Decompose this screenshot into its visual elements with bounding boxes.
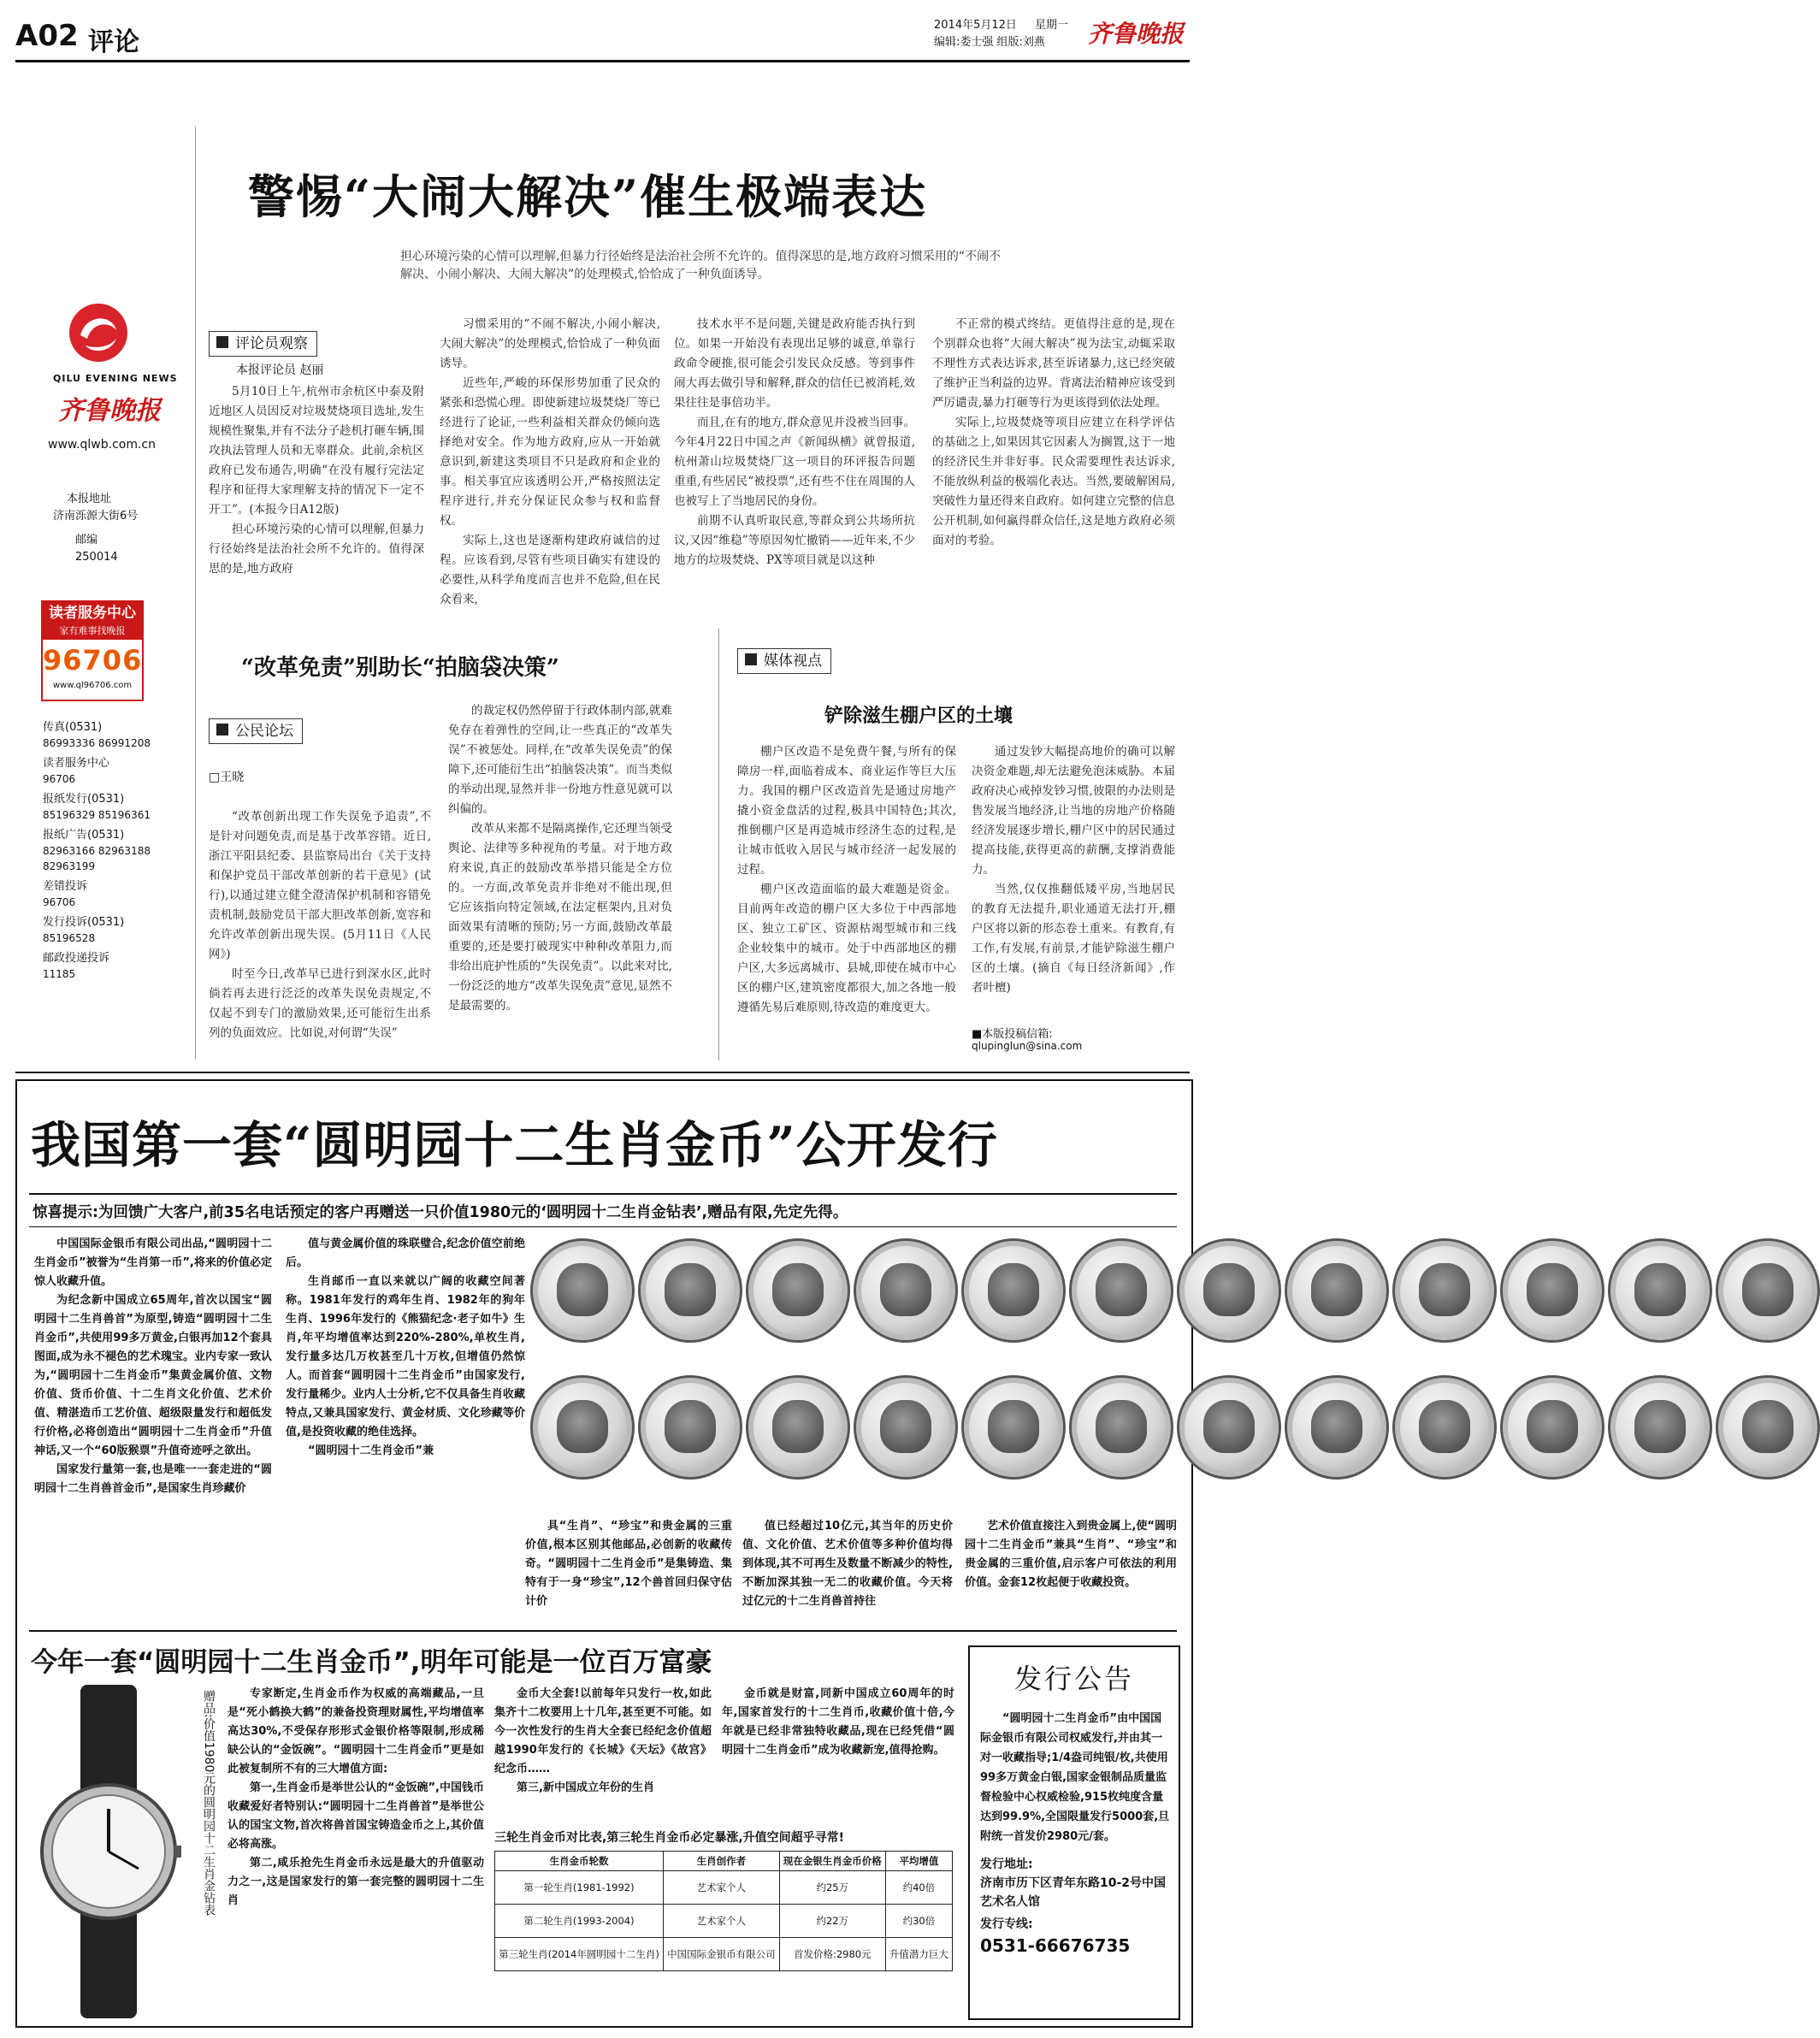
- contact-list: [43, 715, 162, 982]
- zodiac-coin-image: [1608, 1375, 1712, 1480]
- notice-phone-label: 发行专线:: [980, 1917, 1033, 1931]
- table-cell: 约22万: [779, 1905, 885, 1938]
- zodiac-head-icon: [772, 1263, 824, 1316]
- table-header-cell: 平均增值: [885, 1852, 952, 1871]
- ad-body-col2: [494, 1685, 712, 1817]
- ad-headline-rule: [29, 1193, 1177, 1195]
- article1-paragraph: 前期不认真听取民意,等群众到公共场所抗议,又因“维稳”等原因匆忙撤销——近年来,不少地方的垃圾焚烧、PX等项目就是以这种: [674, 514, 915, 567]
- zodiac-head-icon: [1311, 1263, 1362, 1316]
- service-site[interactable]: www.ql96706.com: [52, 681, 133, 690]
- table-row: [495, 1938, 953, 1971]
- zodiac-head-icon: [1634, 1263, 1686, 1316]
- zodiac-head-icon: [665, 1400, 716, 1453]
- article1-paragraph: 实际上,垃圾焚烧等项目应建立在科学评估的基础之上,如果因其它因素人为搁置,这于一地的经济民生并非好事。民众需要理性表达诉求,不能放纵利益的极端化表达。当然,要破解困局,突破性力量还得来自政府。如何建立完整的信息公开机制,如何赢得群众信任,这是地方政府必须面对的考验。: [932, 416, 1175, 547]
- article2-col2: [448, 701, 672, 1064]
- article2-headline: “改革免责”别助长“拍脑袋决策”: [241, 655, 559, 681]
- zodiac-coin-image: [746, 1238, 850, 1343]
- ad-body-col1: [228, 1685, 484, 2018]
- contact-label: 传真(0531): [43, 721, 103, 734]
- submission-note: ■本版投稿信箱:: [972, 1028, 1053, 1041]
- zodiac-head-icon: [988, 1263, 1039, 1316]
- submission-email[interactable]: qlupinglun@sina.com: [972, 1040, 1083, 1052]
- ad-paragraph: “圆明园十二生肖金币”兼: [308, 1444, 434, 1457]
- ad-mid-rule: [29, 1630, 1177, 1632]
- ad-paragraph: 艺术价值直接注入到贵金属上,使“圆明园十二生肖金币”兼具“生肖”、“珍宝”和贵金属的三重价值,启示客户可依法的利用价值。金套12枚起便于收藏投资。: [965, 1520, 1177, 1589]
- zodiac-head-icon: [880, 1400, 931, 1453]
- watch-image: [36, 1685, 181, 2018]
- ad-body-paragraph: 第一,生肖金币是举世公认的“金饭碗”,中国钱币收藏爱好者特别认:“圆明园十二生肖兽首”是举世公认的国宝文物,首次将兽首国宝铸造金币之上,其价值必将高涨。: [228, 1781, 484, 1851]
- table-cell: 首发价格:2980元: [779, 1938, 885, 1971]
- zodiac-head-icon: [1096, 1263, 1147, 1316]
- article3-divider: [718, 629, 719, 1060]
- zodiac-head-icon: [1419, 1263, 1470, 1316]
- ad-paragraph: 值已经超过10亿元,其当年的历史价值、文化价值、艺术价值等多种价值均得到体现,其不可再生及数量不断减少的特性,不断加深其独一无二的收藏价值。今天将过亿元的十二生肖兽首持往: [742, 1520, 953, 1608]
- notice-address-label: 发行地址:: [980, 1858, 1033, 1871]
- article1-paragraph: 5月10日上午,杭州市余杭区中泰及附近地区人员因反对垃圾焚烧项目选址,发生规模性聚集,并有不法分子趁机打砸车辆,围攻执法管理人员和无辜群众。此前,余杭区政府已发布通告,明确“在没有履行完法定程序和征得大家理解支持的情况下一定不开工”。(本报今日A12版): [209, 385, 424, 517]
- article3-col1: [737, 742, 956, 1030]
- zodiac-head-icon: [1634, 1400, 1686, 1453]
- ad-body-paragraph: 金币大全套!以前每年只发行一枚,如此集齐十二枚要用上十几年,甚至更不可能。如今一次性发行的生肖大全套已经纪念价值超越1990年发行的《长城》《天坛》《故宫》纪念币……: [494, 1687, 712, 1775]
- zodiac-head-icon: [1527, 1263, 1578, 1316]
- article3-column-tag: 媒体视点: [737, 648, 831, 674]
- zodiac-coin-image: [746, 1375, 850, 1480]
- ad-body-col3: [722, 1685, 954, 1817]
- article1-paragraph: 近些年,严峻的环保形势加重了民众的紧张和恐慌心理。即使新建垃圾焚烧厂等已经进行了论证,一些利益相关群众仍倾向选择绝对安全。作为地方政府,应从一开始就意识到,新建这类项目不只是政府和企业的事。相关事宜应该透明公开,严格按照法定程序进行,并充分保证民众参与权和监督权。: [440, 376, 660, 528]
- article2-paragraph: 改革从来都不是隔离操作,它还理当领受舆论、法律等多种视角的考量。对于地方政府来说,真正的鼓励改革举措只能是全方位的。一方面,改革免责并非绝对不能出现,但它应该指向特定领域,在法定框架内,且对负面效果有清晰的预防;另一方面,鼓励改革最重要的,还是要打破现实中种种改革阻力,而非给出庇护性质的“失误免责”。以此来对比,一份泛泛的地方“改革失误免责”意见,显然不是最需要的。: [448, 822, 672, 1013]
- address: 济南泺源大街6号: [53, 510, 139, 523]
- coin-grid: [527, 1232, 1177, 1514]
- zodiac-head-icon: [1419, 1400, 1470, 1453]
- contact-value: 11185: [43, 968, 76, 980]
- zodiac-coin-image: [854, 1375, 958, 1480]
- logo-english: QILU EVENING NEWS: [53, 373, 178, 384]
- ad-col1: [34, 1235, 272, 1565]
- postcode-label: 邮编: [75, 534, 98, 546]
- article1-summary: 担心环境污染的心情可以理解,但暴力行径始终是法治社会所不允许的。值得深思的是,地方政府习惯采用的“不闹不解决、小闹小解决、大闹大解决”的处理模式,恰恰成了一种负面诱导。: [400, 250, 1002, 281]
- zodiac-coin-image: [1608, 1238, 1712, 1343]
- table-cell: 第三轮生肖(2014年圆明园十二生肖): [495, 1938, 664, 1971]
- comparison-table-title: 三轮生肖金币对比表,第三轮生肖金币必定暴涨,升值空间超乎寻常!: [494, 1831, 845, 1845]
- table-cell: 约30倍: [885, 1905, 952, 1938]
- contact-value: 96706: [43, 896, 76, 908]
- contact-value: 86993336 86991208: [43, 737, 151, 749]
- table-cell: 第一轮生肖(1981-1992): [495, 1871, 664, 1905]
- zodiac-coin-image: [638, 1238, 742, 1343]
- table-cell: 第二轮生肖(1993-2004): [495, 1905, 664, 1938]
- contact-value: 82963166 82963188 82963199: [43, 845, 151, 872]
- service-title: 读者服务中心: [43, 602, 142, 624]
- editors: 编辑:娄士强 组版:刘燕: [934, 36, 1045, 49]
- logo-swirl-icon: [67, 301, 130, 364]
- zodiac-head-icon: [1096, 1400, 1147, 1453]
- postcode: 250014: [75, 551, 118, 564]
- zodiac-head-icon: [665, 1263, 716, 1316]
- article1-col4: [932, 315, 1175, 594]
- ad-paragraph: 具“生肖”、“珍宝”和贵金属的三重价值,根本区别其他邮品,必创新的收藏传奇。“圆明园十二生肖金币”是集铸造、集特有于一身“珍宝”,12个兽首回归保守估计价: [525, 1520, 732, 1608]
- article1-paragraph: 而且,在有的地方,群众意见并没被当回事。今年4月22日中国之声《新闻纵横》就曾报道,杭州萧山垃圾焚烧厂这一项目的环评报告问题重重,有些居民“被投票”,还有些不住在周围的人也被写上了当地居民的身份。: [674, 416, 915, 508]
- address-label: 本报地址: [67, 493, 112, 505]
- article1-paragraph: 技术水平不是问题,关键是政府能否执行到位。如果一开始没有表现出足够的诚意,单靠行政命令硬推,很可能会引发民众反感。等到事件闹大再去做引导和解释,群众的信任已被消耗,效果往往是事倍功半。: [674, 317, 915, 410]
- issue-weekday: 星期一: [1035, 19, 1069, 32]
- gift-caption: 赠品:价值1980元的圆明园十二生肖金钻表: [202, 1690, 216, 1917]
- article1-column-tag: 评论员观察: [209, 331, 317, 357]
- zodiac-head-icon: [772, 1400, 824, 1453]
- article3-paragraph: 当然,仅仅推翻低矮平房,当地居民的教育无法提升,职业通道无法打开,棚户区将以新的形态卷土重来。有教育,有工作,有发展,有前景,才能铲除滋生棚户区的土壤。(摘自《每日经济新闻》,作者叶檀): [972, 883, 1175, 995]
- ad-paragraph: 中国国际金银币有限公司出品,“圆明园十二生肖金币”被誉为“生肖第一币”,将来的价值必定惊人收藏升值。: [34, 1238, 272, 1288]
- article3-headline: 铲除滋生棚户区的土壤: [824, 706, 1013, 727]
- table-cell: 艺术家个人: [664, 1905, 780, 1938]
- article1-col2: [440, 315, 660, 606]
- zodiac-coin-image: [1392, 1375, 1497, 1480]
- table-header-cell: 生肖创作者: [664, 1852, 780, 1871]
- ad-body-paragraph: 金币就是财富,同新中国成立60周年的时年,国家首发行的十二生肖币,收藏价值十倍,今年就是已经非常独特收藏品,现在已经凭借“圆明园十二生肖金币”成为收藏新宠,值得抢购。: [722, 1687, 954, 1757]
- zodiac-coin-image: [961, 1238, 1066, 1343]
- zodiac-coin-image: [530, 1375, 635, 1480]
- paper-masthead: 齐鲁晚报: [1088, 20, 1185, 48]
- zodiac-head-icon: [1203, 1263, 1255, 1316]
- zodiac-coin-image: [1500, 1238, 1604, 1343]
- contact-label: 差错投诉: [43, 880, 88, 893]
- section-rule: [15, 1072, 1190, 1073]
- contact-value: 85196329 85196361: [43, 809, 151, 821]
- article2-byline: □王晓: [209, 771, 245, 784]
- notice-address: 济南市历下区青年东路10-2号中国艺术名人馆: [980, 1876, 1167, 1909]
- zodiac-coin-image: [961, 1375, 1066, 1480]
- ad-notice-rule: [29, 1226, 1177, 1227]
- paper-logo: [67, 301, 130, 364]
- table-row: [495, 1905, 953, 1938]
- zodiac-coin-image: [1500, 1375, 1604, 1480]
- table-cell: 中国国际金银币有限公司: [664, 1938, 780, 1971]
- notice-box: [968, 1645, 1180, 2020]
- zodiac-coin-image: [638, 1375, 742, 1480]
- zodiac-coin-image: [1285, 1375, 1389, 1480]
- ad-lower-col1: [525, 1517, 732, 1623]
- zodiac-head-icon: [880, 1263, 931, 1316]
- ad-body-paragraph: 第三,新中国成立年份的生肖: [517, 1781, 654, 1794]
- article1-paragraph: 习惯采用的“不闹不解决,小闹小解决,大闹大解决”的处理模式,恰恰成了一种负面诱导。: [440, 317, 660, 370]
- ad-paragraph: 生肖邮币一直以来就以广阔的收藏空间著称。1981年发行的鸡年生肖、1982年的狗年生肖、1996年发行的《熊猫纪念·老子如牛》生肖,年平均增值率达到220%-280%,单枚生肖,发行量多达几万枚甚至几十万枚,但增值仍然惊人。而首套“圆明园十二生肖金币”由国家发行,发行量稀少。业内人士分析,它不仅具备生肖收藏特点,又兼具国家发行、黄金材质、文化珍藏等价值,是投资收藏的绝佳选择。: [286, 1275, 525, 1438]
- ad-headline: 我国第一套“圆明园十二生肖金币”公开发行: [31, 1116, 998, 1174]
- article3-col2: [972, 742, 1175, 1025]
- table-row: [495, 1871, 953, 1905]
- contact-label: 报纸广告(0531): [43, 829, 125, 842]
- article1-byline: 本报评论员 赵丽: [236, 363, 324, 377]
- logo-chinese: 齐鲁晚报: [58, 396, 161, 426]
- article1-paragraph: 实际上,这也是逐渐构建政府诚信的过程。应该看到,尽管有些项目确实有建设的必要性,从科学角度而言也并不危险,但在民众看来,: [440, 534, 660, 606]
- zodiac-head-icon: [557, 1400, 608, 1453]
- article2-paragraph: 时至今日,改革早已进行到深水区,此时倘若再去进行泛泛的改革失误免责规定,不仅起不到专门的激励效果,还可能衍生出系列的负面效应。比如说,对何谓“失误”: [209, 967, 431, 1040]
- sidebar-divider: [195, 127, 196, 1059]
- zodiac-coin-image: [1177, 1375, 1281, 1480]
- zodiac-coin-image: [1069, 1375, 1173, 1480]
- contact-label: 发行投诉(0531): [43, 916, 125, 929]
- contact-label: 报纸发行(0531): [43, 793, 125, 806]
- ad-lower-col3: [965, 1517, 1177, 1623]
- zodiac-head-icon: [1311, 1400, 1362, 1453]
- article2-column-tag: 公民论坛: [209, 718, 303, 744]
- zodiac-coin-image: [1069, 1238, 1173, 1343]
- article3-paragraph: 棚户区改造不是免费午餐,与所有的保障房一样,面临着成本、商业运作等巨大压力。我国的棚户区改造首先是通过房地产撬小资金盘活的过程,极具中国特色;其次,推倒棚户区是再造城市经济生态的过程,是让城市低收入居民与城市经济一起发展的过程。: [737, 745, 956, 877]
- article2-paragraph: “改革创新出现工作失误免予追责”,不是针对问题免责,而是基于改革容错。近日,浙江平阳县纪委、县监察局出台《关于支持和保护党员干部改革创新的若干意见》(试行),以通过建立健全澄清保护机制和容错免责机制,鼓励党员干部大胆改革创新,宽容和允许改革创新出现失误。(5月11日《人民网》): [209, 810, 431, 961]
- ad-paragraph: 为纪念新中国成立65周年,首次以国宝“圆明园十二生肖兽首”为原型,铸造“圆明园十二生肖金币”,共使用99多万黄金,白银再加12个套具图面,成为永不褪色的艺术瑰宝。业内专家一致认为,“圆明园十二生肖金币”集黄金属价值、文物价值、货币价值、十二生肖文化价值、艺术价值、精湛造币工艺价值、超级限量发行和超低发行价格,必将创造出“圆明园十二生肖金币”升值神话,又一个“60版猴票”升值奇迹呼之欲出。: [34, 1294, 272, 1457]
- article1-headline: 警惕“大闹大解决”催生极端表达: [248, 169, 928, 224]
- zodiac-coin-image: [530, 1238, 635, 1343]
- ad-lower-col2: [742, 1517, 953, 1623]
- zodiac-head-icon: [1203, 1400, 1255, 1453]
- article1-col3: [674, 315, 915, 594]
- section-name: 评论: [88, 27, 139, 57]
- table-header-row: [495, 1852, 953, 1871]
- contact-label: 邮政投递投诉: [43, 952, 110, 965]
- ad-col2: [286, 1235, 525, 1623]
- ad-notice: 惊喜提示:为回馈广大客户,前35名电话预定的客户再赠送一只价值1980元的‘圆明园十二生肖金钻表’,赠品有限,先定先得。: [32, 1204, 848, 1221]
- table-header-cell: 现在金银生肖金币价格: [779, 1852, 885, 1871]
- table-header-cell: 生肖金币轮数: [495, 1852, 664, 1871]
- contact-value: 85196528: [43, 932, 96, 944]
- article2-col1: [209, 807, 431, 1064]
- ad-sub-headline: 今年一套“圆明园十二生肖金币”,明年可能是一位百万富豪: [31, 1647, 712, 1678]
- contact-value: 96706: [43, 773, 76, 785]
- zodiac-coin-image: [1392, 1238, 1497, 1343]
- zodiac-head-icon: [1527, 1400, 1578, 1453]
- article2-paragraph: 的裁定权仍然停留于行政体制内部,就难免存在着弹性的空间,让一些真正的“改革失误”不被惩处。同样,在“改革失误免责”的保障下,还可能衍生出“拍脑袋决策”。而当类似的举动出现,显然并非一份地方性意见就可以纠偏的。: [448, 704, 672, 816]
- zodiac-head-icon: [1742, 1400, 1793, 1453]
- article3-paragraph: 通过发钞大幅提高地价的确可以解决资金难题,却无法避免泡沫威胁。本届政府决心戒掉发钞习惯,彼限的办法则是售发展当地经济,让当地的房地产价格随经济发展逐步增长,棚户区中的居民通过提高技能,获得更高的薪酬,支撑消费能力。: [972, 745, 1175, 877]
- comparison-table: [494, 1851, 953, 1971]
- ad-body-paragraph: 第二,咸乐抢先生肖金币永远是最大的升值驱动力之一,这是国家发行的第一套完整的圆明园十二生肖: [228, 1857, 484, 1907]
- service-subtitle: 家有难事找晚报: [43, 624, 142, 640]
- header-rule: [15, 60, 1190, 62]
- ad-body-paragraph: 专家断定,生肖金币作为权威的高端藏品,一旦是“死小鹤换大鹤”的兼备投资理财属性,平均增值率高达30%,不受保存形形式金银价格等限制,形成稀缺公认的“金饭碗”。“圆明园十二生肖金币”更是如此被复制所不有的三大增值方面:: [228, 1687, 484, 1775]
- zodiac-coin-image: [1285, 1238, 1389, 1343]
- zodiac-coin-image: [1716, 1375, 1820, 1480]
- zodiac-head-icon: [1742, 1263, 1793, 1316]
- zodiac-head-icon: [557, 1263, 608, 1316]
- issue-date: 2014年5月12日: [934, 19, 1017, 32]
- service-number: 96706: [43, 644, 143, 676]
- notice-text: “圆明园十二生肖金币”由中国国际金银币有限公司权威发行,并由其一对一收藏指导;1/4盎司纯银/枚,共使用99多万黄金白银,国家金银制品质量监督检验中心权威检验,915枚纯度含量达到99.9%,全国限量发行5000套,旦附统一首发价2980元/套。: [980, 1712, 1170, 1843]
- contact-label: 读者服务中心: [43, 757, 110, 770]
- table-cell: 升值潜力巨大: [885, 1938, 952, 1971]
- ad-paragraph: 国家发行量第一套,也是唯一一套走进的“圆明园十二生肖兽首金币”,是国家生肖珍藏价: [34, 1463, 272, 1495]
- zodiac-coin-image: [1177, 1238, 1281, 1343]
- ad-paragraph: 值与黄金属价值的珠联璧合,纪念价值空前绝后。: [286, 1238, 525, 1269]
- zodiac-coin-image: [1716, 1238, 1820, 1343]
- watch-icon: [36, 1685, 181, 2018]
- notice-title: 发行公告: [1013, 1663, 1134, 1695]
- table-cell: 约40倍: [885, 1871, 952, 1905]
- notice-phone[interactable]: 0531-66676735: [980, 1935, 1131, 1956]
- page-number: A02: [15, 19, 79, 53]
- article1-paragraph: 不正常的模式终结。更值得注意的是,现在个别群众也将“大闹大解决”视为法宝,动辄采取不理性方式表达诉求,甚至诉诸暴力,这已经突破了维护正当利益的边界。背离法治精神应该受到严厉谴责,暴力打砸等行为更该得到依法处理。: [932, 317, 1175, 410]
- table-cell: 艺术家个人: [664, 1871, 780, 1905]
- service-center-box: [41, 600, 144, 701]
- table-cell: 约25万: [779, 1871, 885, 1905]
- article1-paragraph: 担心环境污染的心情可以理解,但暴力行径始终是法治社会所不允许的。值得深思的是,地方政府: [209, 523, 424, 576]
- zodiac-head-icon: [988, 1400, 1039, 1453]
- article3-paragraph: 棚户区改造面临的最大难题是资金。目前两年改造的棚户区大多位于中西部地区、独立工矿区、资源枯竭型城市和三线企业较集中的城市。处于中西部地区的棚户区,大多远离城市、县城,即使在城市中心区的棚户区,建筑密度都很大,加之各地一般遵循先易后难原则,待改造的难度更大。: [737, 883, 956, 1014]
- article1-col1: [209, 382, 424, 594]
- zodiac-coin-image: [854, 1238, 958, 1343]
- website[interactable]: www.qlwb.com.cn: [48, 438, 156, 452]
